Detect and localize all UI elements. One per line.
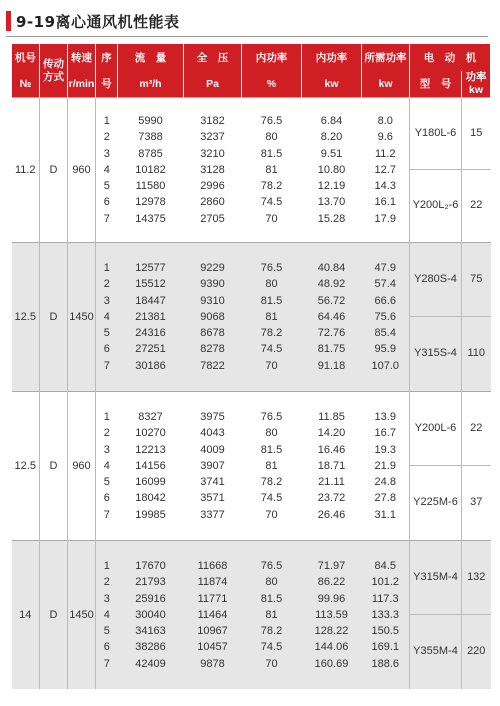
seq-value: 4 — [103, 608, 110, 621]
pressure-value: 3182 — [200, 115, 225, 128]
title-accent-mark — [6, 11, 11, 31]
required-power-value: 9.6 — [377, 131, 393, 144]
pressure-list — [184, 392, 242, 541]
pressure-value: 3741 — [200, 476, 225, 489]
pressure-value: 9878 — [200, 657, 225, 670]
flow-value: 14156 — [135, 459, 166, 472]
header-motor: 电 动 机 — [410, 44, 491, 71]
header-speed-unit: r/min — [68, 71, 96, 98]
flow-list — [118, 541, 184, 690]
flow-value: 25916 — [135, 592, 166, 605]
flow-value: 15512 — [135, 278, 166, 291]
efficiency-value: 78.2 — [260, 476, 283, 489]
motor-kw: 132 — [462, 541, 491, 615]
drive-type: D — [40, 243, 68, 392]
flow-value: 8785 — [138, 147, 163, 160]
motor-models — [410, 98, 462, 243]
required-power-value: 84.5 — [374, 560, 396, 573]
efficiency-value: 81.5 — [260, 147, 283, 160]
header-motor-kw: 功率 kw — [462, 71, 491, 98]
motor-powers — [462, 392, 491, 541]
seq-value: 7 — [103, 657, 110, 670]
inner-power-value: 23.72 — [317, 492, 346, 505]
flow-value: 38286 — [135, 641, 166, 654]
seq-value: 3 — [103, 294, 110, 307]
group-row — [12, 541, 491, 690]
pressure-value: 8278 — [200, 343, 225, 356]
flow-value: 11580 — [135, 180, 166, 193]
seq-value: 7 — [103, 212, 110, 225]
inner-power-value: 144.06 — [314, 641, 349, 654]
fan-number: 11.2 — [12, 98, 40, 243]
seq-value: 1 — [103, 560, 110, 573]
pressure-value: 9310 — [200, 294, 225, 307]
seq-list — [96, 98, 118, 243]
seq-value: 3 — [103, 592, 110, 605]
efficiency-value: 70 — [265, 657, 278, 670]
speed: 960 — [68, 392, 96, 541]
seq-value: 6 — [103, 196, 110, 209]
efficiency-value: 80 — [265, 131, 278, 144]
seq-value: 4 — [103, 163, 110, 176]
performance-table — [11, 44, 491, 689]
seq-value: 6 — [103, 641, 110, 654]
seq-list — [96, 392, 118, 541]
inner-power-value: 113.59 — [315, 608, 348, 621]
required-power-list — [362, 392, 410, 541]
inner-power-value: 21.11 — [318, 476, 345, 489]
required-power-value: 16.7 — [374, 427, 396, 440]
motor-models — [410, 541, 462, 690]
required-power-value: 133.3 — [371, 608, 400, 621]
motor-kw: 22 — [462, 392, 491, 466]
pressure-value: 11771 — [197, 592, 228, 605]
table-header — [12, 44, 491, 98]
required-power-value: 17.9 — [374, 212, 396, 225]
inner-power-value: 81.75 — [317, 343, 346, 356]
inner-power-value: 10.80 — [317, 163, 346, 176]
flow-value: 19985 — [135, 508, 166, 521]
flow-value: 12978 — [135, 196, 166, 209]
inner-power-value: 12.19 — [317, 180, 346, 193]
required-power-value: 47.9 — [374, 262, 396, 275]
header-drive: 传动 方式 — [40, 44, 68, 98]
required-power-value: 11.2 — [374, 147, 396, 160]
efficiency-value: 81 — [265, 459, 278, 472]
motor-models — [410, 392, 462, 541]
motor-model: Y315M-4 — [410, 541, 461, 615]
motor-kw: 15 — [462, 98, 491, 170]
seq-value: 7 — [103, 359, 110, 372]
fan-number: 12.5 — [12, 243, 40, 392]
required-power-value: 21.9 — [374, 459, 396, 472]
flow-value: 10270 — [135, 427, 166, 440]
pressure-value: 2705 — [200, 212, 225, 225]
inner-power-value: 91.18 — [317, 359, 346, 372]
required-power-value: 117.3 — [371, 592, 399, 605]
flow-value: 30040 — [135, 608, 166, 621]
pressure-value: 8678 — [200, 327, 225, 340]
inner-power-value: 160.69 — [314, 657, 349, 670]
motor-kw: 37 — [470, 496, 483, 508]
efficiency-value: 74.5 — [260, 343, 283, 356]
required-power-list — [362, 98, 410, 243]
drive-type: D — [40, 392, 68, 541]
inner-power-value: 48.92 — [317, 278, 346, 291]
efficiency-value: 74.5 — [260, 641, 283, 654]
seq-value: 2 — [103, 427, 110, 440]
inner-power-list — [302, 392, 362, 541]
pressure-value: 4009 — [200, 443, 225, 456]
inner-power-value: 72.76 — [317, 327, 346, 340]
motor-model: Y180L-6 — [410, 98, 461, 170]
flow-list — [118, 243, 184, 392]
efficiency-value: 81.5 — [260, 443, 283, 456]
motor-model: Y355M-4 — [413, 645, 458, 657]
inner-power-value: 16.46 — [317, 443, 346, 456]
required-power-value: 75.6 — [374, 310, 396, 323]
flow-value: 10182 — [135, 163, 166, 176]
inner-power-value: 71.97 — [317, 560, 346, 573]
inner-power-list — [302, 98, 362, 243]
flow-value: 16099 — [135, 476, 166, 489]
flow-value: 21381 — [135, 310, 166, 323]
motor-model: Y280S-4 — [410, 243, 461, 317]
table-body — [12, 98, 491, 690]
motor-model: Y200L-6 — [410, 392, 461, 466]
seq-value: 3 — [103, 443, 110, 456]
pressure-value: 4043 — [200, 427, 225, 440]
pressure-value: 3975 — [200, 411, 225, 424]
fan-number: 12.5 — [12, 392, 40, 541]
seq-value: 3 — [103, 147, 110, 160]
efficiency-list — [242, 98, 302, 243]
seq-value: 4 — [103, 459, 110, 472]
header-efficiency-unit: % — [242, 71, 302, 98]
seq-value: 2 — [103, 278, 110, 291]
efficiency-value: 76.5 — [260, 262, 283, 275]
efficiency-list — [242, 392, 302, 541]
efficiency-value: 78.2 — [260, 327, 283, 340]
pressure-value: 3210 — [200, 147, 225, 160]
seq-value: 2 — [103, 576, 110, 589]
inner-power-value: 18.71 — [317, 459, 346, 472]
pressure-value: 10457 — [197, 641, 228, 654]
motor-powers — [462, 98, 491, 243]
seq-value: 1 — [103, 262, 110, 275]
efficiency-value: 76.5 — [260, 115, 283, 128]
motor-model: Y200L₂-6 — [412, 199, 459, 211]
motor-powers — [462, 541, 491, 690]
speed: 960 — [68, 98, 96, 243]
header-no: 机号 — [12, 44, 40, 71]
seq-value: 5 — [103, 327, 110, 340]
flow-value: 7388 — [138, 131, 163, 144]
required-power-value: 66.6 — [374, 294, 396, 307]
inner-power-value: 99.96 — [317, 592, 346, 605]
header-seq: 序 — [96, 44, 118, 71]
efficiency-value: 81.5 — [260, 592, 283, 605]
required-power-value: 101.2 — [371, 576, 400, 589]
speed: 1450 — [68, 541, 96, 690]
required-power-value: 85.4 — [374, 327, 396, 340]
required-power-list — [362, 243, 410, 392]
pressure-value: 2996 — [200, 180, 225, 193]
pressure-list — [184, 541, 242, 690]
inner-power-value: 26.46 — [317, 508, 346, 521]
motor-powers — [462, 243, 491, 392]
flow-value: 24316 — [135, 327, 166, 340]
efficiency-value: 81 — [265, 608, 278, 621]
required-power-value: 95.9 — [374, 343, 396, 356]
required-power-value: 188.6 — [371, 657, 400, 670]
required-power-value: 169.1 — [371, 641, 400, 654]
required-power-list — [362, 541, 410, 690]
motor-kw: 220 — [467, 645, 486, 657]
pressure-value: 11668 — [197, 560, 228, 573]
seq-value: 4 — [103, 310, 110, 323]
group-row — [12, 392, 491, 541]
group-row — [12, 98, 491, 243]
inner-power-list — [302, 541, 362, 690]
pressure-value: 7822 — [200, 359, 225, 372]
pressure-value: 3571 — [200, 492, 225, 505]
efficiency-value: 70 — [265, 212, 278, 225]
header-pressure-unit: Pa — [184, 71, 242, 98]
seq-value: 5 — [103, 625, 110, 638]
seq-list — [96, 541, 118, 690]
required-power-value: 12.7 — [374, 163, 396, 176]
efficiency-value: 78.2 — [260, 180, 283, 193]
efficiency-value: 70 — [265, 508, 278, 521]
efficiency-value: 81 — [265, 310, 278, 323]
header-speed: 转速 — [68, 44, 96, 71]
flow-value: 12577 — [135, 262, 166, 275]
header-flow: 流 量 — [118, 44, 184, 71]
pressure-value: 11874 — [197, 576, 228, 589]
pressure-value: 9390 — [200, 278, 225, 291]
flow-value: 8327 — [138, 411, 163, 424]
pressure-value: 3377 — [200, 508, 225, 521]
flow-value: 34163 — [135, 625, 166, 638]
inner-power-value: 40.84 — [317, 262, 346, 275]
flow-value: 14375 — [135, 212, 166, 225]
efficiency-value: 80 — [265, 278, 278, 291]
inner-power-value: 15.28 — [317, 212, 346, 225]
required-power-value: 150.5 — [371, 625, 400, 638]
pressure-value: 3907 — [200, 459, 225, 472]
seq-value: 2 — [103, 131, 110, 144]
speed: 1450 — [68, 243, 96, 392]
page-title: 9-19离心通风机性能表 — [16, 12, 180, 31]
seq-list — [96, 243, 118, 392]
efficiency-value: 80 — [265, 576, 278, 589]
header-no-unit: № — [12, 71, 40, 98]
header-efficiency: 内功率 — [242, 44, 302, 71]
inner-power-value: 128.22 — [314, 625, 349, 638]
motor-models — [410, 243, 462, 392]
inner-power-value: 9.51 — [320, 147, 343, 160]
inner-power-value: 14.20 — [317, 427, 346, 440]
efficiency-list — [242, 541, 302, 690]
motor-kw: 110 — [467, 347, 486, 359]
pressure-list — [184, 243, 242, 392]
seq-value: 6 — [103, 343, 110, 356]
efficiency-value: 76.5 — [260, 411, 283, 424]
efficiency-value: 81 — [265, 163, 278, 176]
inner-power-value: 64.46 — [317, 310, 346, 323]
pressure-value: 2860 — [200, 196, 225, 209]
title-bar — [6, 10, 180, 32]
header-inner-power-unit: kw — [302, 71, 362, 98]
header-flow-unit: m³/h — [118, 71, 184, 98]
flow-list — [118, 98, 184, 243]
pressure-value: 10967 — [197, 625, 228, 638]
group-row — [12, 243, 491, 392]
pressure-value: 9068 — [200, 310, 225, 323]
motor-kw: 22 — [470, 199, 483, 211]
inner-power-value: 13.70 — [317, 196, 346, 209]
required-power-value: 57.4 — [374, 278, 396, 291]
efficiency-value: 74.5 — [260, 492, 283, 505]
seq-value: 6 — [103, 492, 110, 505]
header-pressure: 全 压 — [184, 44, 242, 71]
header-inner-power: 内功率 — [302, 44, 362, 71]
efficiency-value: 80 — [265, 427, 278, 440]
seq-value: 5 — [103, 476, 110, 489]
required-power-value: 27.8 — [374, 492, 396, 505]
inner-power-list — [302, 243, 362, 392]
efficiency-list — [242, 243, 302, 392]
header-required-power: 所需功率 — [362, 44, 410, 71]
inner-power-value: 86.22 — [317, 576, 346, 589]
efficiency-value: 76.5 — [260, 560, 283, 573]
pressure-value: 3237 — [200, 131, 225, 144]
flow-value: 18447 — [135, 294, 166, 307]
header-seq-unit: 号 — [96, 71, 118, 98]
pressure-value: 3128 — [200, 163, 225, 176]
required-power-value: 13.9 — [374, 411, 396, 424]
required-power-value: 31.1 — [374, 508, 396, 521]
pressure-value: 9229 — [200, 262, 225, 275]
flow-value: 17670 — [135, 560, 166, 573]
drive-type: D — [40, 98, 68, 243]
flow-list — [118, 392, 184, 541]
flow-value: 27251 — [135, 343, 166, 356]
flow-value: 5990 — [138, 115, 163, 128]
seq-value: 5 — [103, 180, 110, 193]
pressure-value: 11464 — [197, 608, 228, 621]
header-required-power-unit: kw — [362, 71, 410, 98]
efficiency-value: 74.5 — [260, 196, 283, 209]
title-divider — [6, 36, 488, 37]
required-power-value: 24.8 — [374, 476, 396, 489]
motor-kw: 75 — [462, 243, 491, 317]
efficiency-value: 78.2 — [260, 625, 283, 638]
flow-value: 30186 — [135, 359, 166, 372]
inner-power-value: 11.85 — [318, 411, 345, 424]
efficiency-value: 81.5 — [260, 294, 283, 307]
pressure-list — [184, 98, 242, 243]
efficiency-value: 70 — [265, 359, 278, 372]
inner-power-value: 6.84 — [320, 115, 343, 128]
fan-number: 14 — [12, 541, 40, 690]
seq-value: 1 — [103, 411, 110, 424]
flow-value: 18042 — [135, 492, 166, 505]
flow-value: 12213 — [135, 443, 166, 456]
motor-model: Y225M-6 — [413, 496, 458, 508]
required-power-value: 107.0 — [371, 359, 400, 372]
inner-power-value: 56.72 — [317, 294, 346, 307]
drive-type: D — [40, 541, 68, 690]
inner-power-value: 8.20 — [320, 131, 343, 144]
motor-model: Y315S-4 — [414, 347, 457, 359]
required-power-value: 14.3 — [374, 180, 396, 193]
seq-value: 1 — [103, 115, 110, 128]
flow-value: 21793 — [135, 576, 166, 589]
seq-value: 7 — [103, 508, 110, 521]
flow-value: 42409 — [135, 657, 166, 670]
required-power-value: 19.3 — [374, 443, 396, 456]
required-power-value: 16.1 — [374, 196, 396, 209]
required-power-value: 8.0 — [377, 115, 393, 128]
header-motor-model: 型 号 — [410, 71, 462, 98]
